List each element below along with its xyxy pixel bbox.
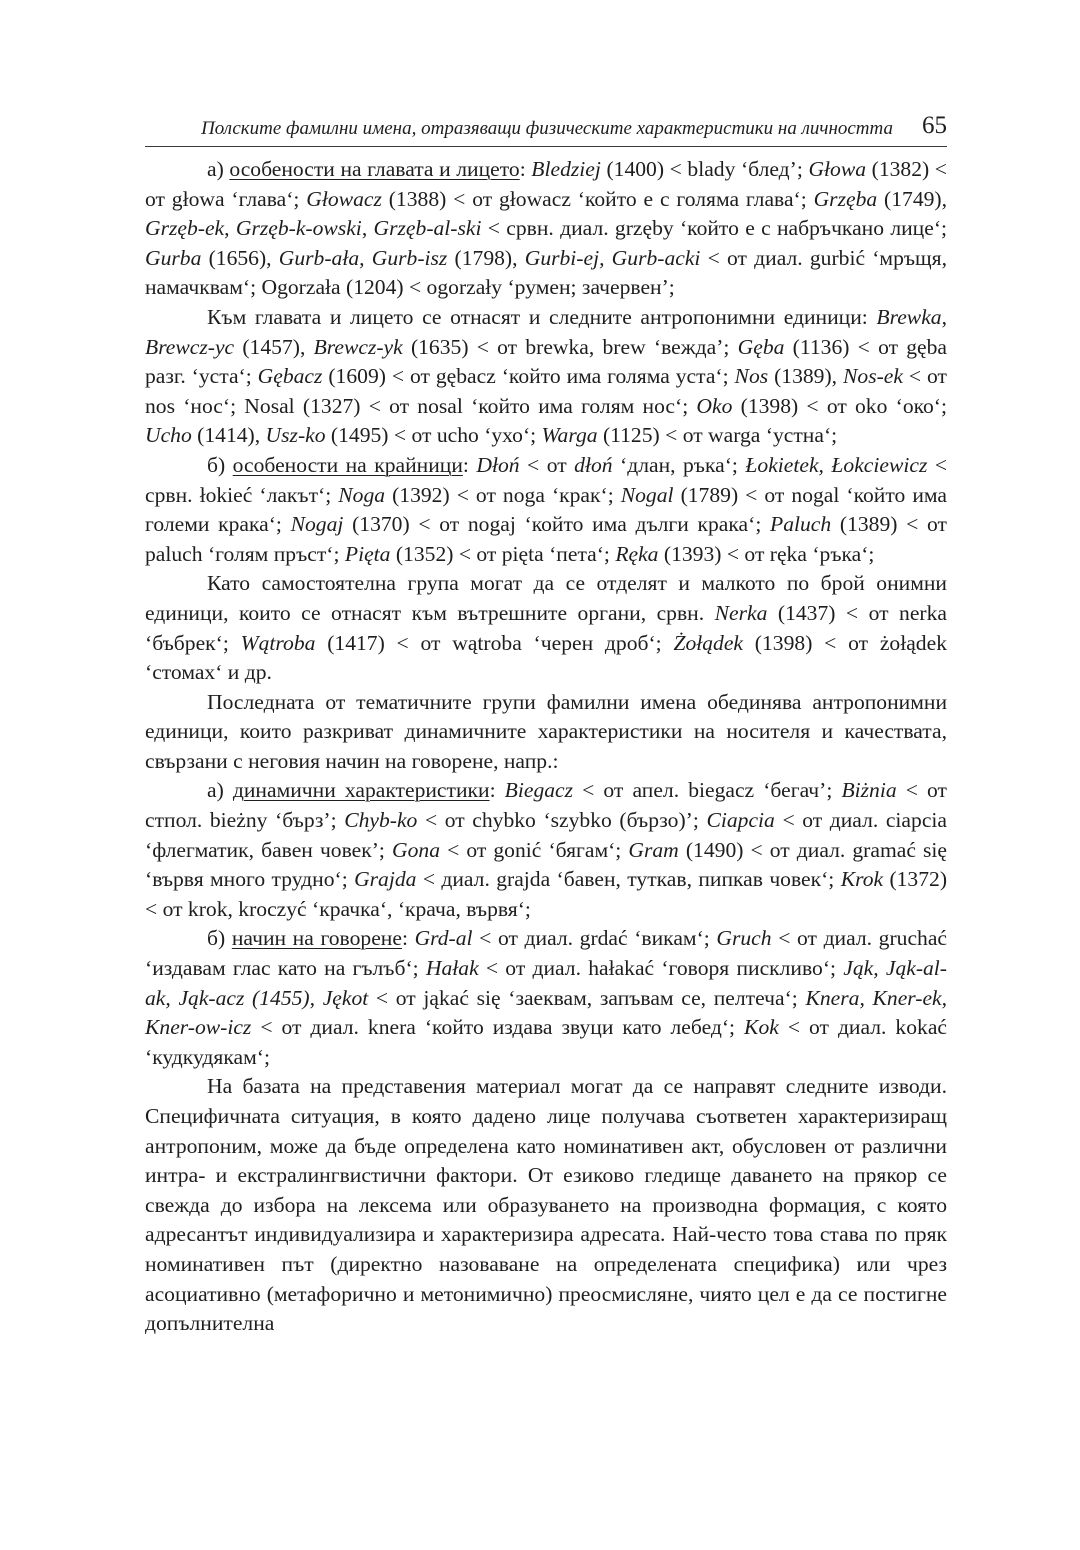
body-text [145,155,947,1339]
paragraph [145,569,947,687]
text-run: (1798), [447,245,525,270]
text-run: < от диал. hałakać ‘говоря пискливо‘; [478,956,844,981]
surname-italic: Grajda [354,867,417,892]
text-run: (1392) < от noga ‘крак‘; [385,482,621,507]
text-run: < от jąkać się ‘заеквам, запъвам се, пелтеча‘; [368,985,806,1010]
surname-italic: Brewcz-yk [313,334,403,359]
surname-italic: Żołądek [673,630,744,655]
text-run: < от диал. ciapcia ‘флегматик, бавен човек’; [145,808,947,862]
surname-italic: Nogal [620,482,674,507]
text-run: а) [207,778,233,803]
surname-italic: Głowa [808,157,867,181]
surname-italic: Knera, Kner-ek, Kner-ow-icz [145,985,948,1040]
text-run: а) [207,157,230,181]
paragraph [145,1072,947,1338]
text-run: (1389), [768,364,844,389]
surname-italic: Ciapcia [706,808,775,833]
surname-italic: Biżnia [841,778,897,803]
section-heading: особености на крайници [232,452,463,477]
text-run: < от апел. biegacz ‘бегач’; [573,778,842,803]
surname-italic: Bledziej [531,157,601,181]
text-run: , [224,216,236,241]
surname-italic: Oko [696,393,733,418]
text-run: (1749), [877,186,947,211]
surname-italic: Usz-ko [265,423,326,448]
surname-italic: Wątroba [240,630,316,655]
text-run: (1398) < от oko ‘око‘; [732,393,947,418]
section-heading: особености на главата и лицето [229,157,520,181]
text-run: (1609) < от gębacz ‘който има голяма уста‘; [322,364,735,389]
text-run: На базата на представения материал могат да се направят следните изводи. Специфичната ситуация, в която дадено лице получава съответен характеризиращ антропоним, може да бъде определена като номинативен акт, обусловен от различни интра- и екстралингвистични фактори. От езиково гледище даването на прякор се свежда до избора на лексема или образуването на производна формация, с която адресантът индивидуализира и характеризира адресата. Най-често това става по пряк номинативен път (директно назоваване на определената специфика) или чрез асоциативно (метафорично и метонимично) преосмисляне, чиято цел е да се постигне допълнителна [145,1074,947,1336]
text-run: < срвн. łokieć ‘лакът‘; [145,452,948,507]
surname-italic: Nogaj [290,512,344,537]
surname-italic: Nerka [714,600,768,625]
paragraph [145,451,947,569]
text-run: < от диал. grdać ‘викам‘; [472,926,717,951]
surname-italic: Jąk, Jąk-al-ak, Jąk-acz (1455), Jękot [145,956,948,1010]
surname-italic: Ucho [145,423,192,448]
paragraph [145,303,947,451]
running-header [145,112,947,147]
text-run: (1370) < от nogaj ‘който има дълги крака‘; [343,512,771,537]
text-run: (1136) < от gęba разг. ‘уста‘; [145,334,948,389]
surname-italic: Nos-ek [843,364,903,389]
text-run: < от диал. gruchać ‘издавам глас като на гълъб‘; [145,926,948,981]
text-run: (1400) < blady ‘блед’; [600,157,809,181]
text-run: : [489,778,505,803]
surname-italic: Biegacz [504,778,574,803]
text-run: Като самостоятелна група могат да се отделят и малкото по брой онимни единици, които се отнасят към вътрешните органи, срвн. [145,571,947,625]
text-run: < от gonić ‘бягам‘; [440,837,629,862]
surname-italic: Gurbi-ej, Gurb-acki [524,245,701,270]
text-run: (1382) < от głowa ‘глава‘; [145,157,947,211]
text-run: < от chybko ‘szybko (бързо)’; [417,808,707,833]
text-run: б) [207,926,232,951]
surname-italic: Głowacz [306,186,382,211]
surname-italic: Gębacz [257,364,323,389]
surname-italic: Noga [338,482,386,507]
surname-italic: Gurb-ała, Gurb-isz [278,245,448,270]
text-run: б) [207,452,233,477]
surname-italic: Krok [840,867,884,892]
text-run: , [361,216,374,241]
surname-italic: Łokietek, Łokciewicz [745,452,928,477]
surname-italic: Grzęb-al-ski [373,216,482,241]
text-run: (1437) < от nerka ‘бъбрек‘; [145,600,947,655]
surname-italic: Warga [541,423,598,448]
text-run: (1635) < от brewka, brew ‘вежда’; [402,334,738,359]
surname-italic: Pięta [344,541,391,566]
surname-italic: Paluch [770,512,832,537]
text-run: (1656), [201,245,279,270]
surname-italic: Brewcz-yc [145,334,235,359]
text-run: < от диал. knera ‘който издава звуци като лебед‘; [251,1015,745,1040]
surname-italic: Kok [744,1015,779,1040]
section-heading: начин на говорене [231,926,402,951]
section-heading: динамични характеристики [232,778,490,803]
surname-italic: Brewka [876,304,942,329]
text-run: < срвн. диал. grzęby ‘който е с набръчкано лице‘; [481,216,948,241]
surname-italic: Nos [734,364,769,389]
running-title: Полските фамилни имена, отразяващи физическите характеристики на личността [201,118,893,139]
text-run: (1352) < от pięta ‘пета‘; [390,541,616,566]
text-run: < от диал. kokać ‘кудкудякам‘; [145,1015,947,1069]
text-run: : [401,926,415,951]
text-run: : [519,157,532,181]
text-run: (1389) < от paluch ‘голям пръст‘; [145,512,947,566]
paragraph [145,776,947,924]
text-run: (1388) < от głowacz ‘който е с голяма глава‘; [381,186,814,211]
text-run: , [941,304,947,329]
surname-italic: Gruch [716,926,772,951]
paragraph [145,155,947,303]
surname-italic: Chyb-ko [344,808,418,833]
text-run: (1417) < от wątroba ‘черен дроб‘; [315,630,674,655]
text-run: < диал. grajda ‘бавен, туткав, пипкав човек‘; [416,867,841,892]
text-run: < от диал. gurbić ‘мръщя, намачквам‘; Ogorzała (1204) < ogorzały ‘румен; зачервен’; [145,245,948,300]
text-run: (1495) < от ucho ‘ухо‘; [325,423,542,448]
text-run: < от стпол. bieżny ‘бърз’; [145,778,947,833]
surname-italic: Gram [628,837,679,862]
text-run: (1398) < от żołądek ‘стомах‘ и др. [145,630,947,685]
text-run: ‘длан, ръка‘; [612,452,746,477]
text-run: (1457), [234,334,314,359]
text-run: (1789) < от nogal ‘който има големи крака‘; [145,482,947,537]
surname-italic: Grd-al [414,926,473,951]
surname-italic: Grzęba [813,186,878,211]
paragraph [145,924,947,1072]
surname-italic: dłoń [574,452,613,477]
text-run: (1393) < от ręka ‘ръка‘; [658,541,875,566]
surname-italic: Ręka [615,541,659,566]
page-number: 65 [922,112,947,139]
surname-italic: Grzęb-k-owski [235,216,362,241]
surname-italic: Hałak [425,956,479,981]
text-run: (1372) < от krok, kroczyć ‘крачка‘, ‘крача, вървя‘; [145,867,948,921]
text-run: : [462,452,477,477]
text-run: Към главата и лицето се отнасят и следните антропонимни единици: [207,304,877,329]
surname-italic: Gona [392,837,441,862]
text-run: (1490) < от диал. gramać się ‘вървя много трудно‘; [145,837,947,892]
surname-italic: Grzęb-ek [145,216,225,241]
text-run: Последната от тематичните групи фамилни имена обединява антропонимни единици, които разкриват динамичните характеристики на носителя и качествата, свързани с неговия начин на говорене, напр.: [145,689,947,773]
text-run: < от [519,452,575,477]
text-run: (1125) < от warga ‘устна‘; [597,423,838,448]
text-run: < от nos ‘нос‘; Nosal (1327) < от nosal ‘който има голям нос‘; [145,364,947,418]
surname-italic: Gęba [737,334,785,359]
surname-italic: Dłoń [476,452,520,477]
text-run: (1414), [191,423,266,448]
paragraph [145,688,947,777]
surname-italic: Gurba [145,245,202,270]
